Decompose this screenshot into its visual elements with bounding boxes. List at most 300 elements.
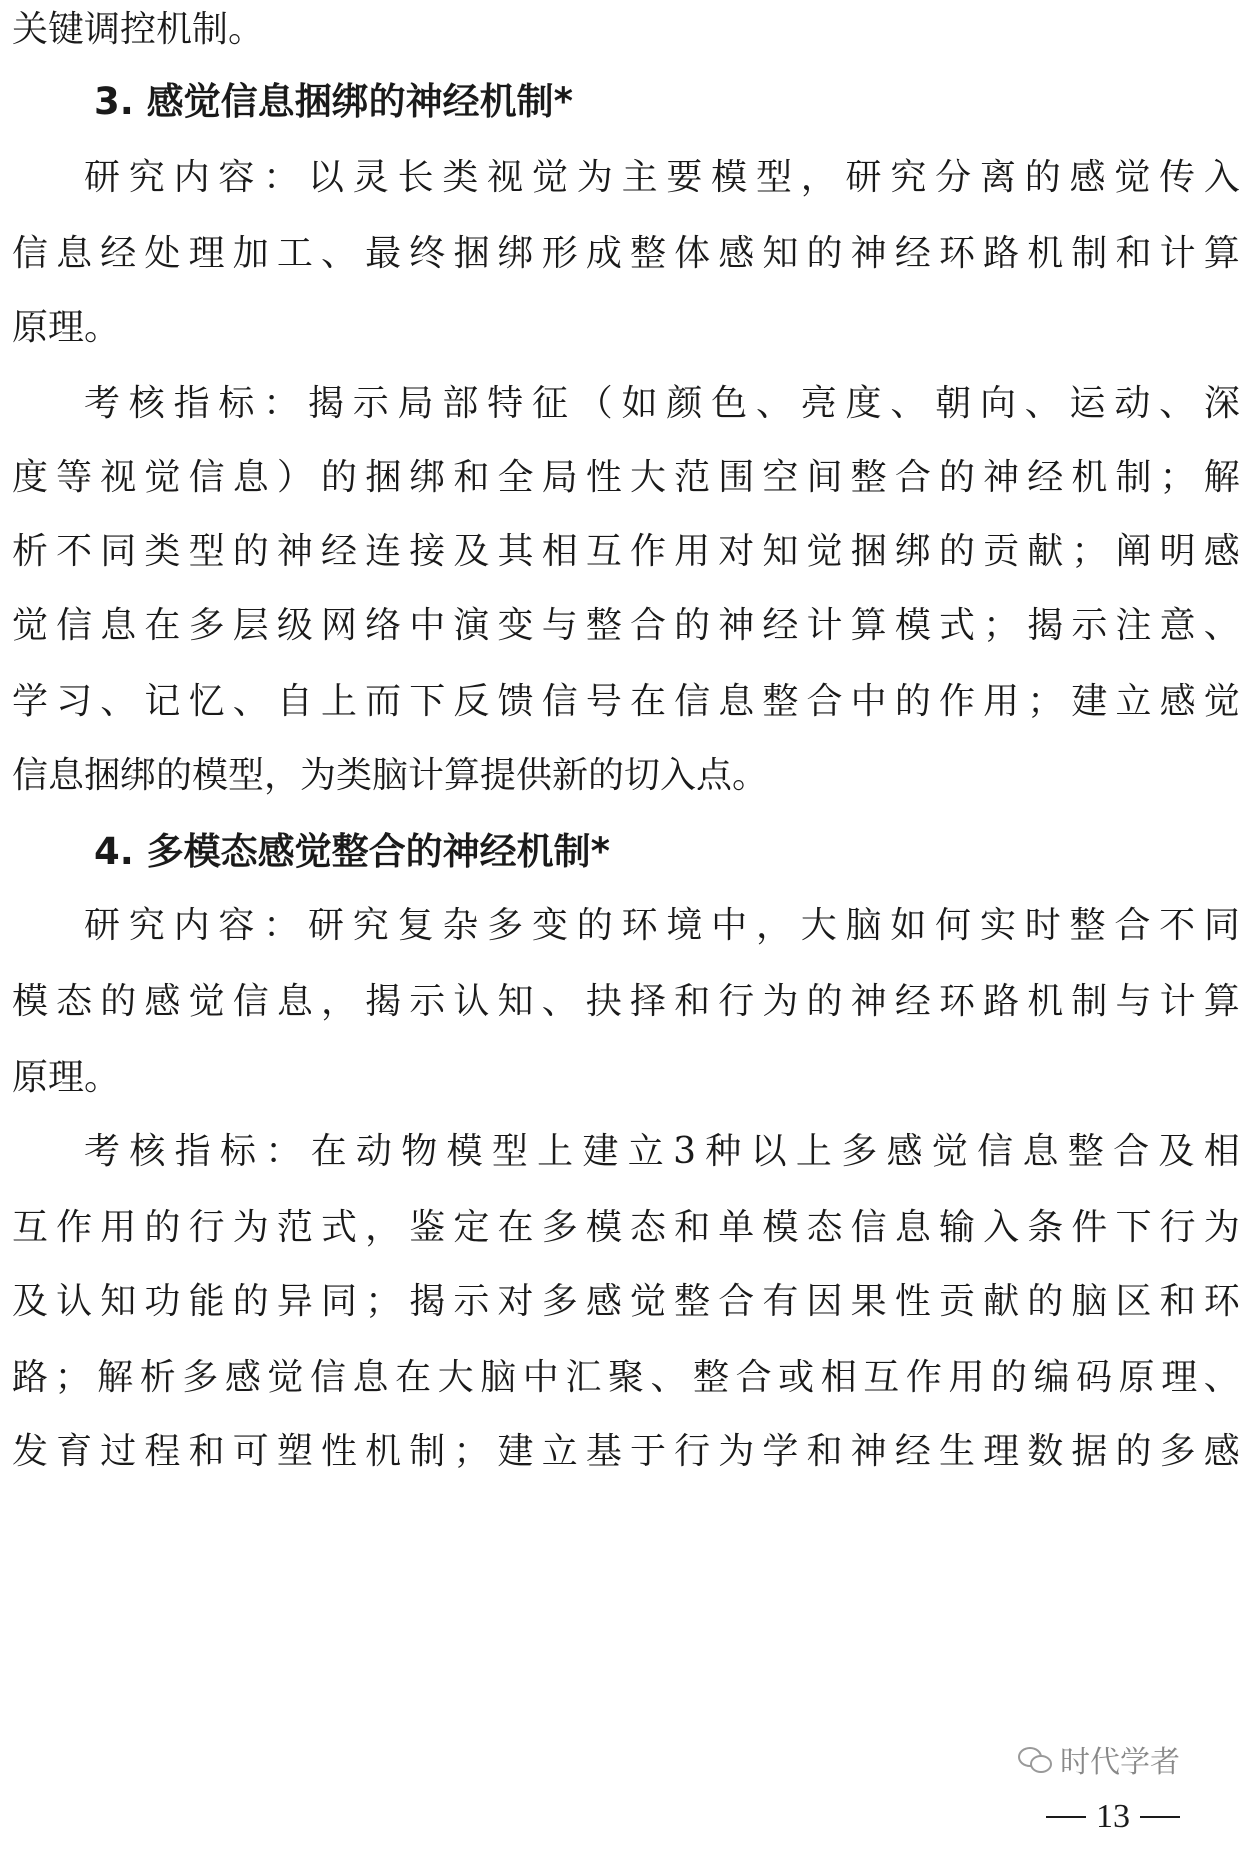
text-glyph: 、 [1159, 383, 1196, 424]
text-glyph: 何 [935, 905, 972, 946]
text-glyph: 容 [218, 157, 255, 198]
text-glyph: 路 [983, 233, 1020, 274]
text-glyph: 及 [453, 531, 490, 572]
text-glyph: 上 [320, 681, 357, 722]
text-glyph: 用 [948, 1357, 985, 1398]
text-glyph: 算 [1203, 233, 1240, 274]
text-line [84, 374, 1240, 434]
text-glyph: 究 [128, 157, 165, 198]
text-glyph: 核 [129, 1131, 166, 1172]
text-glyph: 大 [437, 1357, 474, 1398]
text-glyph: 研 [84, 157, 121, 198]
text-glyph: 感 [886, 1131, 923, 1172]
text-glyph: 信 [12, 233, 49, 274]
text-glyph: 解 [97, 1357, 134, 1398]
text-glyph: 境 [666, 905, 703, 946]
text-glyph: ， [320, 981, 357, 1022]
text-glyph: 路 [12, 1357, 49, 1398]
text-glyph: 环 [1203, 1281, 1240, 1322]
wechat-icon [1018, 1745, 1052, 1773]
text-glyph: 路 [983, 981, 1020, 1022]
text-glyph: 息 [276, 981, 313, 1022]
text-glyph: 感 [1159, 681, 1196, 722]
text-glyph: 学 [762, 1431, 799, 1472]
text-line [84, 896, 1240, 956]
text-glyph: 的 [806, 233, 843, 274]
text-glyph: 机 [1027, 981, 1064, 1022]
text-glyph: 用 [983, 681, 1020, 722]
text-glyph: 鉴 [409, 1207, 446, 1248]
text-glyph: 示 [453, 1281, 490, 1322]
text-glyph: 建 [582, 1131, 619, 1172]
text-glyph: 感 [1069, 157, 1106, 198]
text-glyph: 信 [674, 681, 711, 722]
text-glyph: 中 [409, 605, 446, 646]
text-glyph: 用 [674, 531, 711, 572]
text-glyph: 行 [674, 1431, 711, 1472]
text-glyph: 的 [938, 457, 975, 498]
text-glyph: 相 [541, 531, 578, 572]
text-glyph: 作 [905, 1357, 942, 1398]
text-glyph: 发 [12, 1431, 49, 1472]
text-glyph: ： [263, 157, 300, 198]
text-glyph: 果 [850, 1281, 887, 1322]
text-glyph: 信 [232, 981, 269, 1022]
text-glyph: 作 [629, 531, 666, 572]
text-glyph: 成 [585, 233, 622, 274]
text-glyph: 模 [446, 1131, 483, 1172]
text-glyph: 级 [276, 605, 313, 646]
text-glyph: 和 [1159, 1281, 1196, 1322]
text-glyph: 动 [1114, 383, 1151, 424]
text-glyph: 下 [409, 681, 446, 722]
text-glyph: 功 [144, 1281, 181, 1322]
text-glyph: 、 [232, 681, 269, 722]
text-glyph: 揭 [409, 1281, 446, 1322]
text-glyph: 感 [224, 1357, 261, 1398]
text-glyph: 态 [806, 1207, 843, 1248]
text-glyph: 建 [1071, 681, 1108, 722]
text-glyph: 实 [979, 905, 1016, 946]
text-glyph: 下 [1115, 1207, 1152, 1248]
text-glyph: 亮 [800, 383, 837, 424]
text-glyph: 型 [491, 1131, 528, 1172]
text-glyph: 立 [1115, 681, 1152, 722]
text-glyph: 制 [1071, 233, 1108, 274]
text-glyph: 信 [850, 1207, 887, 1248]
text-glyph: 分 [935, 157, 972, 198]
text-glyph: 和 [453, 457, 490, 498]
text-line [12, 1422, 1240, 1482]
text-glyph: 觉 [188, 981, 225, 1022]
text-glyph: 大 [800, 905, 837, 946]
text-glyph: 中 [711, 905, 748, 946]
text-glyph: ； [453, 1431, 490, 1472]
text-glyph: ： [263, 383, 300, 424]
text-glyph: 息 [232, 457, 269, 498]
text-glyph: 合 [806, 681, 843, 722]
text-glyph: 空 [762, 457, 799, 498]
text-glyph: 学 [12, 681, 49, 722]
text-glyph: 为 [762, 981, 799, 1022]
text-glyph: 及 [12, 1281, 49, 1322]
text-glyph: 互 [585, 531, 622, 572]
text-glyph: 研 [307, 905, 344, 946]
text-glyph: 觉 [806, 531, 843, 572]
text-glyph: ， [365, 1207, 402, 1248]
text-glyph: 和 [188, 1431, 225, 1472]
text-glyph: 机 [1071, 457, 1108, 498]
text-glyph: 整 [693, 1357, 730, 1398]
text-line [12, 972, 1240, 1032]
text-glyph: 互 [863, 1357, 900, 1398]
text-glyph: 终 [409, 233, 446, 274]
text-glyph: 意 [1159, 605, 1196, 646]
text-glyph: 异 [276, 1281, 313, 1322]
text-glyph: 整 [674, 1281, 711, 1322]
text-glyph: 的 [806, 981, 843, 1022]
text-glyph: 合 [718, 1281, 755, 1322]
text-glyph: 和 [806, 1431, 843, 1472]
text-glyph: 中 [850, 681, 887, 722]
text-glyph: 基 [585, 1431, 622, 1472]
text-glyph: 条 [1027, 1207, 1064, 1248]
text-glyph: 变 [497, 605, 534, 646]
text-glyph: 以 [750, 1131, 787, 1172]
text-glyph: 有 [762, 1281, 799, 1322]
text-glyph: 的 [894, 681, 931, 722]
text-glyph: 息 [894, 1207, 931, 1248]
text-glyph: 择 [629, 981, 666, 1022]
text-glyph: 合 [894, 457, 931, 498]
text-glyph: 与 [541, 605, 578, 646]
text-glyph: 区 [1115, 1281, 1152, 1322]
text-glyph: 知 [762, 531, 799, 572]
text-glyph: 合 [629, 605, 666, 646]
text-glyph: 类 [442, 157, 479, 198]
text-glyph: 觉 [1114, 157, 1151, 198]
text-glyph: 理 [983, 1431, 1020, 1472]
text-glyph: 度 [12, 457, 49, 498]
text-glyph: 型 [755, 157, 792, 198]
text-glyph: 内 [173, 157, 210, 198]
text-glyph: 认 [453, 981, 490, 1022]
watermark-label: 时代学者 [1060, 1745, 1180, 1780]
text-glyph: 整 [629, 233, 666, 274]
text-glyph: 机 [365, 1431, 402, 1472]
text-glyph: 单 [718, 1207, 755, 1248]
text-glyph: 的 [938, 531, 975, 572]
text-glyph: 传 [1159, 157, 1196, 198]
text-glyph: 标 [219, 1131, 256, 1172]
text-glyph: 复 [397, 905, 434, 946]
text-line [12, 672, 1240, 732]
text-glyph: 觉 [931, 1131, 968, 1172]
text-glyph: 在 [497, 1207, 534, 1248]
text-glyph: 工 [276, 233, 313, 274]
text-glyph: 感 [144, 981, 181, 1022]
text-glyph: 经 [100, 233, 137, 274]
text-glyph: 作 [56, 1207, 93, 1248]
text-glyph: 的 [990, 1357, 1027, 1398]
text-glyph: 作 [938, 681, 975, 722]
text-glyph: 部 [442, 383, 479, 424]
text-glyph: 绑 [497, 233, 534, 274]
text-glyph: 性 [320, 1431, 357, 1472]
text-glyph: 类 [144, 531, 181, 572]
text-glyph: 的 [1024, 157, 1061, 198]
text-glyph: 及 [1158, 1131, 1195, 1172]
text-glyph: 可 [232, 1431, 269, 1472]
text-glyph: 经 [320, 531, 357, 572]
text-glyph: 、 [1203, 1357, 1240, 1398]
text-glyph: 视 [487, 157, 524, 198]
text-glyph: 阐 [1115, 531, 1152, 572]
text-glyph: 息 [352, 1357, 389, 1398]
text-glyph: 解 [1203, 457, 1240, 498]
text-glyph: 行 [188, 1207, 225, 1248]
text-glyph: 、 [755, 383, 792, 424]
text-glyph: 馈 [497, 681, 534, 722]
text-glyph: 朝 [935, 383, 972, 424]
text-glyph: 在 [395, 1357, 432, 1398]
text-glyph: 算 [1203, 981, 1240, 1022]
text-glyph: 感 [1203, 1431, 1240, 1472]
text-glyph: 究 [890, 157, 927, 198]
text-glyph: 网 [320, 605, 357, 646]
text-glyph: ； [1071, 531, 1108, 572]
text-glyph: ） [276, 457, 313, 498]
text-glyph: 认 [56, 1281, 93, 1322]
text-glyph: 立 [541, 1431, 578, 1472]
text-glyph: 制 [409, 1431, 446, 1472]
text-glyph: 长 [397, 157, 434, 198]
text-glyph: 对 [497, 1281, 534, 1322]
text-glyph: 指 [174, 1131, 211, 1172]
text-glyph: 物 [401, 1131, 438, 1172]
text-glyph: 式 [320, 1207, 357, 1248]
text-glyph: 的 [674, 605, 711, 646]
text-glyph: 连 [365, 531, 402, 572]
text-glyph: 研 [845, 157, 882, 198]
text-glyph: 环 [938, 981, 975, 1022]
text-glyph: 、 [650, 1357, 687, 1398]
text-line: 信息捆绑的模型，为类脑计算提供新的切入点。 [12, 755, 769, 796]
text-glyph: 征 [531, 383, 568, 424]
text-glyph: 息 [56, 233, 93, 274]
text-glyph: 神 [850, 981, 887, 1022]
text-glyph: 如 [890, 905, 927, 946]
text-glyph: 数 [1027, 1431, 1064, 1472]
text-line [12, 522, 1240, 582]
text-glyph: 大 [629, 457, 666, 498]
text-glyph: 视 [100, 457, 137, 498]
text-glyph: 理 [188, 233, 225, 274]
text-glyph: 神 [983, 457, 1020, 498]
text-glyph: 塑 [276, 1431, 313, 1472]
text-glyph: 行 [1159, 1207, 1196, 1248]
text-glyph: 觉 [1203, 681, 1240, 722]
text-line [12, 224, 1240, 284]
text-glyph: 绑 [894, 531, 931, 572]
text-glyph: ， [800, 157, 837, 198]
text-glyph: 容 [218, 905, 255, 946]
text-glyph: 信 [309, 1357, 346, 1398]
text-glyph: 整 [850, 457, 887, 498]
text-glyph: 脑 [845, 905, 882, 946]
text-glyph: 注 [1115, 605, 1152, 646]
text-glyph: 觉 [267, 1357, 304, 1398]
text-line: 原理。 [12, 307, 121, 348]
text-glyph: 制 [1115, 457, 1152, 498]
text-glyph: 式 [938, 605, 975, 646]
text-glyph: ； [54, 1357, 91, 1398]
text-glyph: 环 [621, 905, 658, 946]
text-glyph: 于 [629, 1431, 666, 1472]
text-glyph: 脑 [1071, 1281, 1108, 1322]
watermark [1018, 1736, 1180, 1782]
text-glyph: 其 [497, 531, 534, 572]
text-glyph: 考 [84, 383, 121, 424]
text-glyph: 上 [795, 1131, 832, 1172]
text-glyph: 抉 [585, 981, 622, 1022]
text-glyph: 态 [56, 981, 93, 1022]
text-glyph: 上 [537, 1131, 574, 1172]
text-glyph: 程 [144, 1431, 181, 1472]
text-glyph: 同 [1203, 905, 1240, 946]
text-glyph: 汇 [565, 1357, 602, 1398]
text-glyph: 全 [497, 457, 534, 498]
text-glyph: 度 [845, 383, 882, 424]
text-glyph: 相 [820, 1357, 857, 1398]
text-glyph: 的 [576, 905, 613, 946]
text-line [12, 596, 1240, 656]
text-glyph: 多 [541, 1281, 578, 1322]
text-glyph: 多 [188, 605, 225, 646]
text-glyph: 和 [674, 981, 711, 1022]
text-glyph: 习 [56, 681, 93, 722]
text-glyph: 型 [188, 531, 225, 572]
text-glyph: 计 [1159, 233, 1196, 274]
text-glyph: 性 [894, 1281, 931, 1322]
text-glyph: 接 [409, 531, 446, 572]
text-glyph: 时 [1024, 905, 1061, 946]
text-glyph: 经 [762, 605, 799, 646]
text-glyph: 要 [666, 157, 703, 198]
dash-left [1046, 1816, 1086, 1818]
text-glyph: 相 [1203, 1131, 1240, 1172]
text-glyph: 的 [1115, 1431, 1152, 1472]
text-glyph: 贡 [938, 1281, 975, 1322]
text-glyph: 感 [718, 233, 755, 274]
text-glyph: 知 [100, 1281, 137, 1322]
text-glyph: 的 [100, 981, 137, 1022]
text-glyph: 信 [541, 681, 578, 722]
text-glyph: 与 [1115, 981, 1152, 1022]
text-glyph: 间 [806, 457, 843, 498]
text-glyph: 灵 [352, 157, 389, 198]
text-glyph: 最 [365, 233, 402, 274]
text-glyph: 号 [585, 681, 622, 722]
text-line: 关键调控机制。 [12, 9, 265, 50]
text-glyph: 自 [276, 681, 313, 722]
text-glyph: 据 [1071, 1431, 1108, 1472]
text-line [12, 1348, 1240, 1408]
page-number-value: 13 [1096, 1798, 1130, 1835]
text-glyph: 神 [718, 605, 755, 646]
text-glyph: 码 [1076, 1357, 1113, 1398]
text-glyph: 运 [1069, 383, 1106, 424]
text-glyph: 多 [841, 1131, 878, 1172]
text-glyph: 、 [541, 981, 578, 1022]
text-glyph: 整 [585, 605, 622, 646]
text-glyph: 觉 [12, 605, 49, 646]
text-glyph: 变 [531, 905, 568, 946]
text-glyph: ； [365, 1281, 402, 1322]
text-glyph: 络 [365, 605, 402, 646]
text-glyph: 析 [139, 1357, 176, 1398]
text-glyph: 处 [144, 233, 181, 274]
text-glyph: ； [1027, 681, 1064, 722]
text-glyph: 原 [1118, 1357, 1155, 1398]
text-glyph: 考 [84, 1131, 121, 1172]
text-glyph: 究 [128, 905, 165, 946]
text-glyph: 在 [310, 1131, 347, 1172]
text-glyph: 合 [1114, 905, 1151, 946]
text-glyph: 在 [144, 605, 181, 646]
text-glyph: 息 [1022, 1131, 1059, 1172]
text-glyph: 知 [497, 981, 534, 1022]
text-glyph: 编 [1033, 1357, 1070, 1398]
text-glyph: 为 [718, 1431, 755, 1472]
text-glyph: 范 [276, 1207, 313, 1248]
section-heading-4: 4. 多模态感觉整合的神经机制* [94, 830, 611, 873]
text-glyph: 杂 [442, 905, 479, 946]
text-glyph: 献 [1027, 531, 1064, 572]
text-glyph: 为 [1203, 1207, 1240, 1248]
text-glyph: 育 [56, 1431, 93, 1472]
text-glyph: 模 [762, 1207, 799, 1248]
text-glyph: 多 [541, 1207, 578, 1248]
text-glyph: 模 [711, 157, 748, 198]
text-glyph: 的 [320, 457, 357, 498]
text-glyph: 特 [487, 383, 524, 424]
text-glyph: 内 [173, 905, 210, 946]
text-glyph: 揭 [1027, 605, 1064, 646]
text-glyph: 、 [100, 681, 137, 722]
text-glyph: ， [755, 905, 792, 946]
text-glyph: （ [576, 383, 613, 424]
text-glyph: 建 [497, 1431, 534, 1472]
text-glyph: 立 [627, 1131, 664, 1172]
text-glyph: 的 [232, 1281, 269, 1322]
text-glyph: 机 [1027, 233, 1064, 274]
section-heading-3: 3. 感觉信息捆绑的神经机制* [94, 80, 574, 123]
text-glyph: 种 [705, 1131, 742, 1172]
text-glyph: 而 [365, 681, 402, 722]
text-line [84, 148, 1240, 208]
text-glyph: 觉 [144, 457, 181, 498]
text-glyph: 捆 [453, 233, 490, 274]
dash-right [1140, 1816, 1180, 1818]
text-glyph: 绑 [409, 457, 446, 498]
text-glyph: 觉 [531, 157, 568, 198]
text-glyph: 以 [307, 157, 344, 198]
text-glyph: 研 [84, 905, 121, 946]
text-glyph: 的 [144, 1207, 181, 1248]
text-glyph: 用 [100, 1207, 137, 1248]
text-glyph: 经 [1027, 457, 1064, 498]
